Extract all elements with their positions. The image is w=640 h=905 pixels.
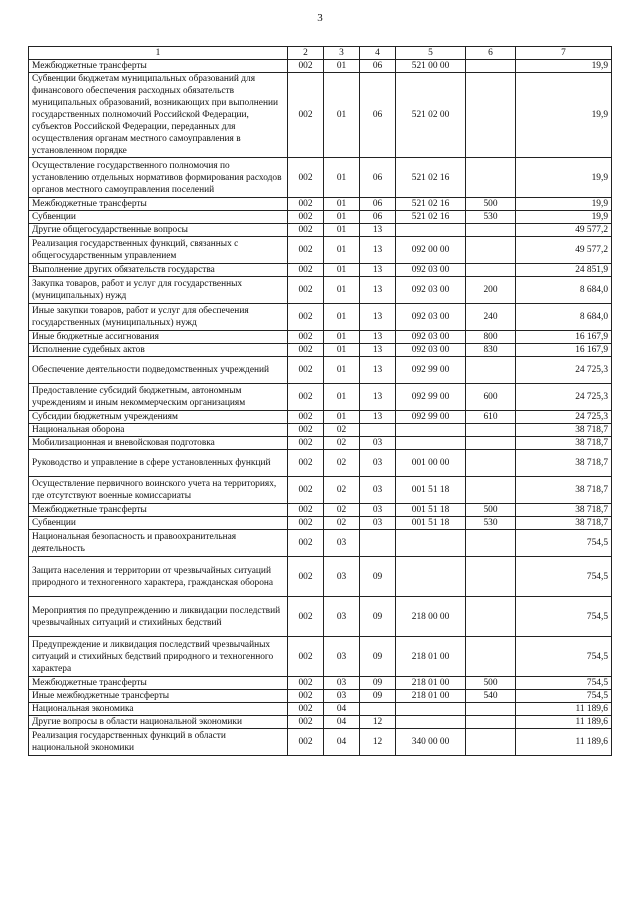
row-code-expense-type xyxy=(466,557,516,597)
row-code-target: 092 03 00 xyxy=(396,264,466,277)
row-amount: 754,5 xyxy=(516,677,612,690)
row-amount: 19,9 xyxy=(516,73,612,158)
row-code-section: 02 xyxy=(324,450,360,477)
row-code-section: 01 xyxy=(324,304,360,331)
row-code-subsection xyxy=(360,424,396,437)
row-amount: 38 718,7 xyxy=(516,424,612,437)
row-code-section: 01 xyxy=(324,60,360,73)
row-code-expense-type: 830 xyxy=(466,344,516,357)
row-code-section: 02 xyxy=(324,424,360,437)
column-header: 6 xyxy=(466,47,516,60)
row-amount: 11 189,6 xyxy=(516,729,612,756)
row-code-target: 092 03 00 xyxy=(396,344,466,357)
row-code-subsection: 03 xyxy=(360,504,396,517)
row-code-target xyxy=(396,424,466,437)
row-amount: 38 718,7 xyxy=(516,504,612,517)
row-code-subsection: 13 xyxy=(360,411,396,424)
row-code-subsection: 06 xyxy=(360,211,396,224)
table-row xyxy=(29,690,612,703)
table-row xyxy=(29,437,612,450)
row-code-admin: 002 xyxy=(288,60,324,73)
row-code-subsection: 13 xyxy=(360,384,396,411)
row-code-section: 02 xyxy=(324,437,360,450)
row-name: Другие вопросы в области национальной экономики xyxy=(29,716,288,729)
row-code-subsection: 13 xyxy=(360,304,396,331)
row-code-section: 01 xyxy=(324,384,360,411)
table-header-row xyxy=(29,47,612,60)
row-code-section: 01 xyxy=(324,73,360,158)
row-amount: 24 725,3 xyxy=(516,384,612,411)
row-amount: 19,9 xyxy=(516,198,612,211)
row-code-target: 218 01 00 xyxy=(396,677,466,690)
row-name: Выполнение других обязательств государства xyxy=(29,264,288,277)
row-code-expense-type xyxy=(466,357,516,384)
row-code-expense-type: 240 xyxy=(466,304,516,331)
row-code-section: 01 xyxy=(324,237,360,264)
row-name: Исполнение судебных актов xyxy=(29,344,288,357)
column-header: 1 xyxy=(29,47,288,60)
table-row xyxy=(29,703,612,716)
row-code-expense-type: 200 xyxy=(466,277,516,304)
row-code-admin: 002 xyxy=(288,411,324,424)
row-name: Защита населения и территории от чрезвычайных ситуаций природного и техногенного характера, гражданская оборона xyxy=(29,557,288,597)
row-code-section: 02 xyxy=(324,477,360,504)
row-code-expense-type: 530 xyxy=(466,211,516,224)
row-code-admin: 002 xyxy=(288,211,324,224)
row-code-expense-type xyxy=(466,424,516,437)
row-amount: 49 577,2 xyxy=(516,224,612,237)
row-code-section: 01 xyxy=(324,224,360,237)
row-code-section: 03 xyxy=(324,677,360,690)
row-name: Субвенции бюджетам муниципальных образований для финансового обеспечения расходных обязательств муниципальных образований, возникающих при выполнении государственных полномочий Российской Федерации, субъектов Российской Федерации, переданных для осуществления органам местного самоуправления в установленном порядке xyxy=(29,73,288,158)
row-code-admin: 002 xyxy=(288,716,324,729)
row-code-subsection: 13 xyxy=(360,237,396,264)
row-name: Межбюджетные трансферты xyxy=(29,504,288,517)
table-row xyxy=(29,384,612,411)
row-code-target: 092 99 00 xyxy=(396,384,466,411)
row-code-subsection: 03 xyxy=(360,437,396,450)
row-code-admin: 002 xyxy=(288,158,324,198)
row-code-expense-type xyxy=(466,60,516,73)
row-code-subsection: 13 xyxy=(360,331,396,344)
row-name: Иные межбюджетные трансферты xyxy=(29,690,288,703)
table-row xyxy=(29,211,612,224)
row-name: Национальная оборона xyxy=(29,424,288,437)
table-row xyxy=(29,411,612,424)
table-row xyxy=(29,557,612,597)
column-header: 4 xyxy=(360,47,396,60)
row-code-target xyxy=(396,557,466,597)
row-code-target xyxy=(396,703,466,716)
row-code-target: 001 51 18 xyxy=(396,504,466,517)
row-amount: 49 577,2 xyxy=(516,237,612,264)
row-amount: 38 718,7 xyxy=(516,450,612,477)
row-code-subsection xyxy=(360,530,396,557)
row-code-section: 04 xyxy=(324,716,360,729)
row-code-subsection: 06 xyxy=(360,73,396,158)
table-row xyxy=(29,198,612,211)
row-code-admin: 002 xyxy=(288,237,324,264)
row-name: Закупка товаров, работ и услуг для государственных (муниципальных) нужд xyxy=(29,277,288,304)
row-code-expense-type xyxy=(466,264,516,277)
table-row xyxy=(29,304,612,331)
row-name: Предоставление субсидий бюджетным, автономным учреждениям и иным некоммерческим организациям xyxy=(29,384,288,411)
row-amount: 16 167,9 xyxy=(516,344,612,357)
row-code-admin: 002 xyxy=(288,729,324,756)
table-row xyxy=(29,237,612,264)
row-code-admin: 002 xyxy=(288,384,324,411)
row-amount: 754,5 xyxy=(516,557,612,597)
row-amount: 38 718,7 xyxy=(516,477,612,504)
column-header: 2 xyxy=(288,47,324,60)
row-name: Реализация государственных функций в области национальной экономики xyxy=(29,729,288,756)
row-code-expense-type xyxy=(466,477,516,504)
row-code-subsection: 09 xyxy=(360,690,396,703)
row-code-admin: 002 xyxy=(288,331,324,344)
row-code-expense-type: 540 xyxy=(466,690,516,703)
row-code-admin: 002 xyxy=(288,517,324,530)
row-code-section: 01 xyxy=(324,331,360,344)
row-amount: 24 851,9 xyxy=(516,264,612,277)
row-amount: 19,9 xyxy=(516,158,612,198)
row-amount: 38 718,7 xyxy=(516,437,612,450)
row-code-subsection: 06 xyxy=(360,198,396,211)
row-code-expense-type xyxy=(466,729,516,756)
row-code-admin: 002 xyxy=(288,597,324,637)
row-code-target: 521 02 16 xyxy=(396,158,466,198)
table-row xyxy=(29,450,612,477)
row-code-section: 01 xyxy=(324,158,360,198)
row-code-target xyxy=(396,224,466,237)
row-code-subsection: 09 xyxy=(360,557,396,597)
row-code-subsection: 13 xyxy=(360,357,396,384)
row-code-target: 521 02 00 xyxy=(396,73,466,158)
row-code-admin: 002 xyxy=(288,450,324,477)
row-name: Обеспечение деятельности подведомственных учреждений xyxy=(29,357,288,384)
table-row xyxy=(29,224,612,237)
row-name: Мобилизационная и вневойсковая подготовка xyxy=(29,437,288,450)
table-row xyxy=(29,477,612,504)
row-code-expense-type: 800 xyxy=(466,331,516,344)
row-code-section: 04 xyxy=(324,703,360,716)
table-row xyxy=(29,60,612,73)
row-code-admin: 002 xyxy=(288,477,324,504)
row-code-subsection: 03 xyxy=(360,477,396,504)
row-amount: 24 725,3 xyxy=(516,357,612,384)
row-code-expense-type xyxy=(466,158,516,198)
row-code-expense-type xyxy=(466,703,516,716)
row-code-subsection: 03 xyxy=(360,517,396,530)
row-code-target: 092 99 00 xyxy=(396,411,466,424)
row-code-admin: 002 xyxy=(288,264,324,277)
row-name: Иные бюджетные ассигнования xyxy=(29,331,288,344)
row-code-section: 03 xyxy=(324,597,360,637)
row-name: Предупреждение и ликвидация последствий чрезвычайных ситуаций и стихийных бедствий природного и техногенного характера xyxy=(29,637,288,677)
row-amount: 19,9 xyxy=(516,211,612,224)
row-code-section: 01 xyxy=(324,357,360,384)
row-code-admin: 002 xyxy=(288,424,324,437)
table-row xyxy=(29,530,612,557)
row-code-subsection: 03 xyxy=(360,450,396,477)
row-code-expense-type: 500 xyxy=(466,504,516,517)
row-name: Субвенции xyxy=(29,517,288,530)
row-code-section: 01 xyxy=(324,211,360,224)
table-row xyxy=(29,517,612,530)
table-row xyxy=(29,677,612,690)
table-row xyxy=(29,597,612,637)
row-code-subsection: 09 xyxy=(360,597,396,637)
table-row xyxy=(29,158,612,198)
row-code-section: 03 xyxy=(324,530,360,557)
table-row xyxy=(29,277,612,304)
row-amount: 754,5 xyxy=(516,530,612,557)
row-code-section: 01 xyxy=(324,411,360,424)
row-code-expense-type: 500 xyxy=(466,198,516,211)
row-code-expense-type xyxy=(466,224,516,237)
row-code-target: 218 01 00 xyxy=(396,637,466,677)
row-name: Осуществление первичного воинского учета на территориях, где отсутствуют военные комиссариаты xyxy=(29,477,288,504)
row-name: Межбюджетные трансферты xyxy=(29,677,288,690)
table-row xyxy=(29,331,612,344)
row-name: Мероприятия по предупреждению и ликвидации последствий чрезвычайных ситуаций и стихийных бедствий xyxy=(29,597,288,637)
row-code-section: 02 xyxy=(324,504,360,517)
row-amount: 8 684,0 xyxy=(516,277,612,304)
row-amount: 11 189,6 xyxy=(516,703,612,716)
page-number: 3 xyxy=(317,12,323,24)
row-code-section: 03 xyxy=(324,690,360,703)
row-code-section: 02 xyxy=(324,517,360,530)
row-code-section: 03 xyxy=(324,557,360,597)
row-code-section: 01 xyxy=(324,344,360,357)
row-code-subsection: 13 xyxy=(360,264,396,277)
row-code-expense-type xyxy=(466,450,516,477)
row-code-expense-type: 500 xyxy=(466,677,516,690)
row-amount: 24 725,3 xyxy=(516,411,612,424)
row-amount: 754,5 xyxy=(516,690,612,703)
row-code-target xyxy=(396,437,466,450)
row-amount: 754,5 xyxy=(516,597,612,637)
row-code-target: 092 03 00 xyxy=(396,277,466,304)
table-row xyxy=(29,716,612,729)
row-amount: 11 189,6 xyxy=(516,716,612,729)
row-code-target: 001 51 18 xyxy=(396,517,466,530)
row-code-target: 001 00 00 xyxy=(396,450,466,477)
row-code-admin: 002 xyxy=(288,703,324,716)
row-amount: 8 684,0 xyxy=(516,304,612,331)
row-code-target xyxy=(396,716,466,729)
row-code-subsection: 13 xyxy=(360,224,396,237)
table-row xyxy=(29,637,612,677)
row-code-admin: 002 xyxy=(288,304,324,331)
row-amount: 38 718,7 xyxy=(516,517,612,530)
row-code-subsection: 06 xyxy=(360,60,396,73)
budget-table xyxy=(28,46,612,756)
row-code-expense-type xyxy=(466,237,516,264)
table-row xyxy=(29,424,612,437)
row-code-subsection: 09 xyxy=(360,677,396,690)
table-body xyxy=(29,60,612,756)
row-code-expense-type xyxy=(466,73,516,158)
row-code-subsection: 12 xyxy=(360,729,396,756)
row-name: Руководство и управление в сфере установленных функций xyxy=(29,450,288,477)
row-code-target xyxy=(396,530,466,557)
row-code-expense-type xyxy=(466,437,516,450)
row-name: Субвенции xyxy=(29,211,288,224)
row-code-admin: 002 xyxy=(288,504,324,517)
column-header: 5 xyxy=(396,47,466,60)
row-code-admin: 002 xyxy=(288,198,324,211)
row-code-subsection: 12 xyxy=(360,716,396,729)
row-amount: 16 167,9 xyxy=(516,331,612,344)
row-code-target: 092 03 00 xyxy=(396,331,466,344)
row-code-admin: 002 xyxy=(288,530,324,557)
row-code-subsection: 09 xyxy=(360,637,396,677)
table-row xyxy=(29,357,612,384)
row-code-target: 521 02 16 xyxy=(396,211,466,224)
row-code-admin: 002 xyxy=(288,357,324,384)
row-code-target: 218 01 00 xyxy=(396,690,466,703)
table-row xyxy=(29,73,612,158)
row-amount: 19,9 xyxy=(516,60,612,73)
row-code-expense-type xyxy=(466,530,516,557)
row-code-admin: 002 xyxy=(288,73,324,158)
row-code-expense-type: 610 xyxy=(466,411,516,424)
row-code-admin: 002 xyxy=(288,437,324,450)
column-header: 7 xyxy=(516,47,612,60)
row-code-target: 218 00 00 xyxy=(396,597,466,637)
row-code-admin: 002 xyxy=(288,677,324,690)
row-code-expense-type xyxy=(466,716,516,729)
row-name: Другие общегосударственные вопросы xyxy=(29,224,288,237)
row-code-admin: 002 xyxy=(288,690,324,703)
row-name: Национальная экономика xyxy=(29,703,288,716)
row-code-target: 092 99 00 xyxy=(396,357,466,384)
row-code-expense-type xyxy=(466,597,516,637)
row-name: Осуществление государственного полномочия по установлению отдельных нормативов формирования расходов органов местного самоуправления поселений xyxy=(29,158,288,198)
row-code-admin: 002 xyxy=(288,277,324,304)
row-name: Межбюджетные трансферты xyxy=(29,60,288,73)
row-amount: 754,5 xyxy=(516,637,612,677)
row-code-section: 04 xyxy=(324,729,360,756)
row-code-admin: 002 xyxy=(288,557,324,597)
row-code-admin: 002 xyxy=(288,344,324,357)
row-code-subsection: 13 xyxy=(360,277,396,304)
table-row xyxy=(29,344,612,357)
column-header: 3 xyxy=(324,47,360,60)
row-code-target: 521 00 00 xyxy=(396,60,466,73)
row-code-section: 03 xyxy=(324,637,360,677)
row-code-subsection: 13 xyxy=(360,344,396,357)
row-code-target: 521 02 16 xyxy=(396,198,466,211)
row-name: Межбюджетные трансферты xyxy=(29,198,288,211)
row-name: Иные закупки товаров, работ и услуг для обеспечения государственных (муниципальных) нужд xyxy=(29,304,288,331)
table-row xyxy=(29,504,612,517)
row-name: Национальная безопасность и правоохранительная деятельность xyxy=(29,530,288,557)
row-code-target: 001 51 18 xyxy=(396,477,466,504)
row-code-admin: 002 xyxy=(288,224,324,237)
row-code-section: 01 xyxy=(324,264,360,277)
row-code-admin: 002 xyxy=(288,637,324,677)
table-row xyxy=(29,729,612,756)
row-code-subsection xyxy=(360,703,396,716)
row-code-target: 092 00 00 xyxy=(396,237,466,264)
row-name: Реализация государственных функций, связанных с общегосударственным управлением xyxy=(29,237,288,264)
row-code-expense-type: 530 xyxy=(466,517,516,530)
row-code-expense-type: 600 xyxy=(466,384,516,411)
row-code-section: 01 xyxy=(324,198,360,211)
row-code-target: 340 00 00 xyxy=(396,729,466,756)
row-code-section: 01 xyxy=(324,277,360,304)
row-code-target: 092 03 00 xyxy=(396,304,466,331)
row-code-expense-type xyxy=(466,637,516,677)
row-name: Субсидии бюджетным учреждениям xyxy=(29,411,288,424)
row-code-subsection: 06 xyxy=(360,158,396,198)
table-row xyxy=(29,264,612,277)
